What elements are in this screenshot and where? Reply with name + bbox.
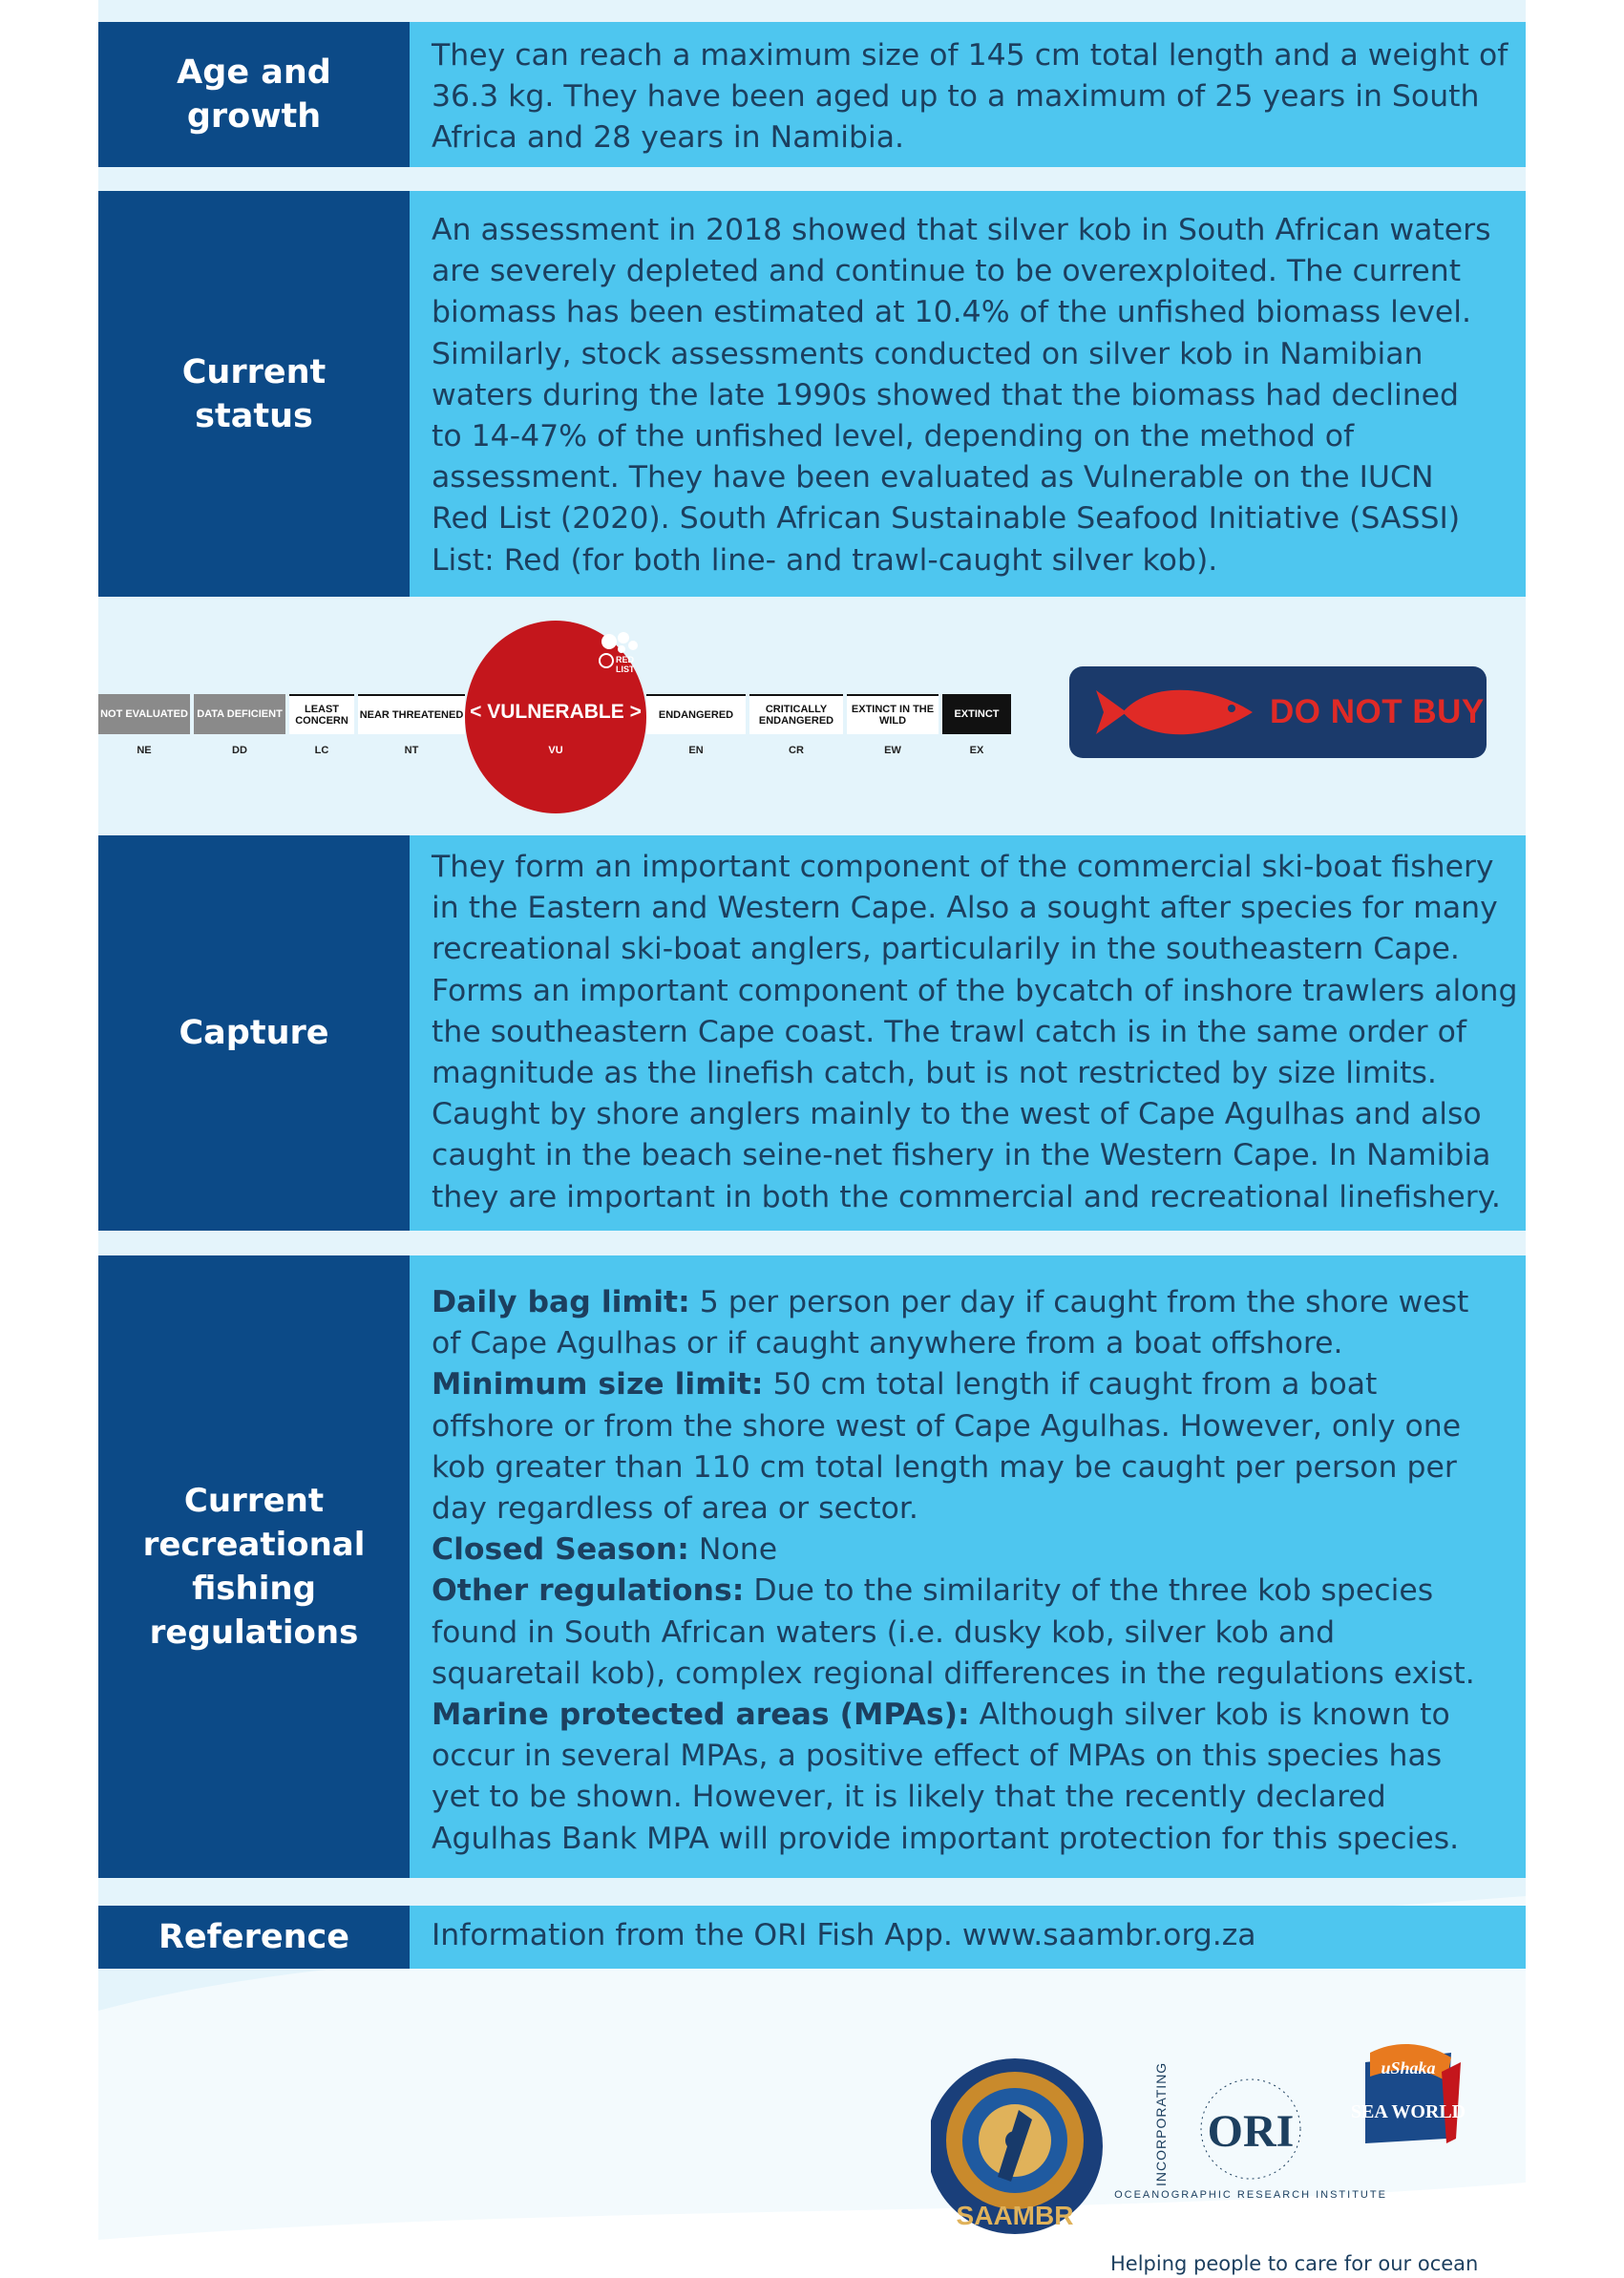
ori-mark: ORI <box>1207 2106 1295 2157</box>
regulations-label: Current recreational fishing regulations <box>98 1255 410 1878</box>
iucn-red-list-scale <box>98 621 1015 831</box>
vulnerable-label: < VULNERABLE > <box>470 701 642 723</box>
sassi-do-not-buy-badge <box>1069 666 1487 758</box>
red-list-cat-nt: NEAR THREATENED <box>358 694 465 734</box>
red-list-code-nt: NT <box>404 745 419 756</box>
red-list-code-lc: LC <box>314 745 329 756</box>
incorporating-text: INCORPORATING <box>1153 2061 1169 2186</box>
red-list-code-en: EN <box>688 745 704 756</box>
reg-other: Other regulations: Due to the similarity of the three kob species found in South African waters (i.e. dusky kob, silver kob and squaretail kob), complex regional differences in the regulations exist. <box>432 1573 1475 1691</box>
capture-text: They form an important component of the commercial ski-boat fishery in the Eastern and Western Cape. Also a sought after species for many recreational ski-boat anglers, particularily in the southeastern Cape. Forms an important component of the bycatch of inshore trawlers along the southeastern Cape coast. The trawl catch is in the same order of magnitude as the linefish catch, but is not restricted by size limits. Caught by shore anglers mainly to the west of Cape Agulhas and also caught in the beach seine-net fishery in the Western Cape. In Namibia they are important in both the commercial and recreational linefishery. <box>410 835 1526 1231</box>
reference-text: Information from the ORI Fish App. www.saambr.org.za <box>410 1906 1526 1969</box>
current-status-text: An assessment in 2018 showed that silver kob in South African waters are severely depleted and continue to be overexploited. The current biomass has been estimated at 10.4% of the unfished biomass level. Similarly, stock assessments conducted on silver kob in Namibian waters during the late 1990s showed that the biomass had declined to 14-47% of the unfished level, depending on the method of assessment. They have been evaluated as Vulnerable on the IUCN Red List (2020). South African Sustainable Seafood Initiative (SASSI) List: Red (for both line- and trawl-caught silver kob). <box>410 191 1526 597</box>
red-list-code-ex: EX <box>969 745 984 756</box>
red-list-code-cr: CR <box>789 745 804 756</box>
reference-row <box>98 1906 1526 1969</box>
footer-logos <box>931 2034 1466 2253</box>
red-list-cat-cr: CRITICALLY ENDANGERED <box>749 694 843 734</box>
svg-text:RED: RED <box>616 655 635 664</box>
red-list-cat-en: ENDANGERED <box>646 694 746 734</box>
reg-closed-season: Closed Season: None <box>432 1532 778 1568</box>
seaworld-text: SEA WORLD <box>1350 2101 1466 2122</box>
reg-daily-bag: Daily bag limit: 5 per person per day if caught from the shore west of Cape Agulhas or if caught anywhere from a boat offshore. <box>432 1285 1469 1361</box>
reg-min-size: Minimum size limit: 50 cm total length if caught from a boat offshore or from the shore west of Cape Agulhas. However, only one kob greater than 110 cm total length may be caught per person per day regardless of area or sector. <box>432 1367 1462 1527</box>
red-list-cat-ne: NOT EVALUATED <box>98 694 190 734</box>
red-list-cat-ew: EXTINCT IN THE WILD <box>847 694 939 734</box>
red-list-cat-dd: DATA DEFICIENT <box>194 694 285 734</box>
ushaka-text: uShaka <box>1381 2058 1436 2078</box>
iucn-red-list-logo-icon <box>595 628 652 686</box>
do-not-buy-label: DO NOT BUY <box>1270 693 1485 730</box>
footer-tagline: Helping people to care for our ocean <box>1110 2252 1479 2275</box>
partner-logos <box>931 2034 1466 2253</box>
ori-text: OCEANOGRAPHIC RESEARCH INSTITUTE <box>1114 2189 1387 2201</box>
vulnerable-code: VU <box>548 745 563 756</box>
red-list-code-dd: DD <box>232 745 247 756</box>
age-growth-text: They can reach a maximum size of 145 cm total length and a weight of 36.3 kg. They have been aged up to a maximum of 25 years in South Africa and 28 years in Namibia. <box>410 22 1526 167</box>
regulations-text <box>410 1255 1526 1878</box>
current-status-label: Current status <box>98 191 410 597</box>
reg-mpas: Marine protected areas (MPAs): Although silver kob is known to occur in several MPAs, a positive effect of MPAs on this species has yet to be shown. However, it is likely that the recently declared Agulhas Bank MPA will provide important protection for this species. <box>432 1698 1460 1856</box>
age-growth-row <box>98 22 1526 167</box>
regulations-row <box>98 1255 1526 1878</box>
red-list-cat-ex: EXTINCT <box>942 694 1011 734</box>
svg-text:LIST: LIST <box>616 664 635 674</box>
capture-row <box>98 835 1526 1231</box>
age-growth-label: Age and growth <box>98 22 410 167</box>
red-fish-icon <box>1088 679 1260 746</box>
red-list-cat-lc: LEAST CONCERN <box>289 694 354 734</box>
current-status-row <box>98 191 1526 597</box>
reference-label: Reference <box>98 1906 410 1969</box>
saambr-logo-text: SAAMBR <box>956 2201 1074 2230</box>
capture-label: Capture <box>98 835 410 1231</box>
red-list-code-ne: NE <box>137 745 152 756</box>
red-list-code-ew: EW <box>884 745 901 756</box>
